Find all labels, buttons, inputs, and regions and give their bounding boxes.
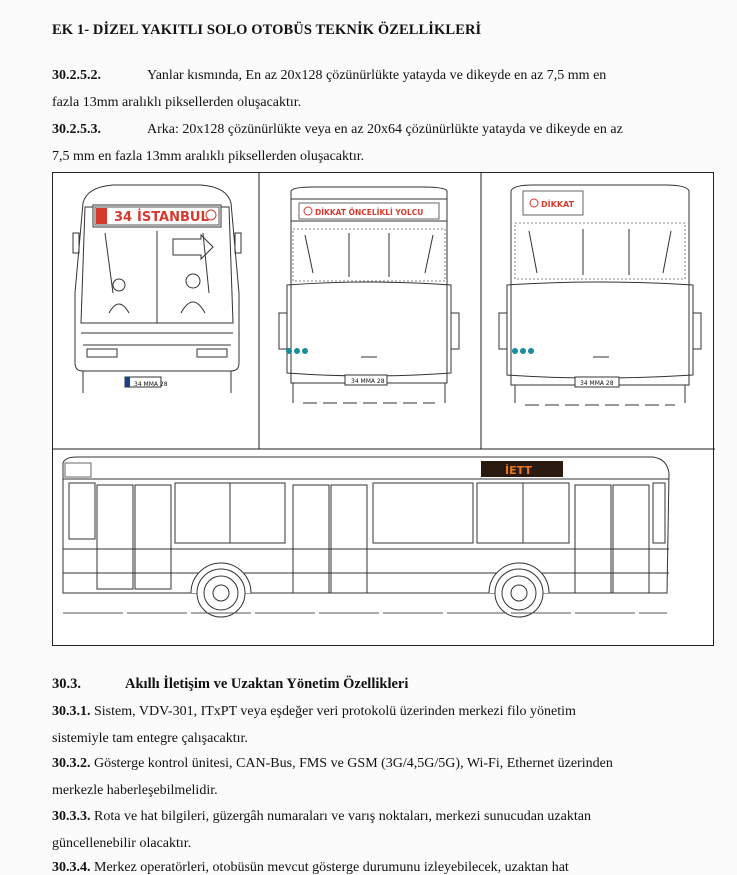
page-title: EK 1- DİZEL YAKITLI SOLO OTOBÜS TEKNİK ÖZELLİKLERİ bbox=[52, 22, 482, 38]
item-number: 30.3.2. bbox=[52, 756, 91, 771]
item-30-2-5-3 bbox=[52, 116, 688, 170]
item-number: 30.2.5.3. bbox=[52, 122, 101, 137]
item-number: 30.3.4. bbox=[52, 860, 91, 875]
item-line bbox=[52, 750, 688, 777]
item-line bbox=[52, 803, 688, 830]
bus-side-view bbox=[53, 457, 715, 593]
item-continuation: 7,5 mm en fazla 13mm aralıklı piksellerden oluşacaktır. bbox=[52, 149, 365, 164]
rear2-sign-text: DİKKAT bbox=[541, 200, 575, 209]
item-continuation: fazla 13mm aralıklı piksellerden oluşacaktır. bbox=[52, 95, 302, 110]
bus-rear-view-1 bbox=[279, 187, 459, 403]
item-number: 30.3.1. bbox=[52, 704, 91, 719]
item-line bbox=[52, 62, 688, 89]
item-30-3-3 bbox=[52, 803, 688, 857]
item-line bbox=[52, 116, 688, 143]
front-wheel bbox=[197, 569, 245, 617]
item-line bbox=[52, 854, 688, 875]
item-continuation: sistemiyle tam entegre çalışacaktır. bbox=[52, 731, 248, 746]
item-number: 30.3.3. bbox=[52, 809, 91, 824]
bus-rear-view-2 bbox=[499, 185, 701, 405]
item-text: Gösterge kontrol ünitesi, CAN-Bus, FMS ve GSM (3G/4,5G/5G), Wi-Fi, Ethernet üzerinden bbox=[94, 756, 613, 771]
item-text: Yanlar kısmında, En az 20x128 çözünürlükte yatayda ve dikeyde en az 7,5 mm en bbox=[147, 68, 607, 83]
side-sign-text: İETT bbox=[505, 464, 532, 477]
item-continuation: güncellenebilir olacaktır. bbox=[52, 836, 192, 851]
item-30-3-2 bbox=[52, 750, 688, 804]
section-heading bbox=[52, 676, 408, 693]
front-plate: 34 MMA 28 bbox=[134, 381, 168, 388]
item-text: Sistem, VDV-301, ITxPT veya eşdeğer veri protokolü üzerinden merkezi filo yönetim bbox=[94, 704, 576, 719]
item-continuation: merkezle haberleşebilmelidir. bbox=[52, 783, 218, 798]
item-text: Arka: 20x128 çözünürlükte veya en az 20x64 çözünürlükte yatayda ve dikeyde en az bbox=[147, 122, 623, 137]
item-number: 30.2.5.2. bbox=[52, 68, 101, 83]
rear-wheel bbox=[495, 569, 543, 617]
front-sign-route: 34 bbox=[114, 210, 133, 225]
bus-drawings bbox=[53, 173, 715, 647]
rear2-plate: 34 MMA 28 bbox=[580, 380, 614, 387]
item-30-3-4 bbox=[52, 854, 688, 875]
flag-icon bbox=[96, 208, 107, 224]
item-text: Merkez operatörleri, otobüsün mevcut gösterge durumunu izleyebilecek, uzaktan hat bbox=[94, 860, 569, 875]
item-30-3-1 bbox=[52, 698, 688, 752]
section-title: Akıllı İletişim ve Uzaktan Yönetim Özellikleri bbox=[125, 676, 409, 692]
item-line bbox=[52, 698, 688, 725]
rear1-sign-text: DİKKAT ÖNCELİKLİ YOLCU bbox=[315, 208, 424, 217]
front-sign-destination: İSTANBUL bbox=[137, 210, 209, 225]
item-30-2-5-2 bbox=[52, 62, 688, 116]
item-text: Rota ve hat bilgileri, güzergâh numaraları ve varış noktaları, merkezi sunucudan uzaktan bbox=[94, 809, 591, 824]
bus-figure bbox=[52, 172, 714, 646]
rear1-plate: 34 MMA 28 bbox=[351, 378, 385, 385]
section-number: 30.3. bbox=[52, 676, 81, 692]
